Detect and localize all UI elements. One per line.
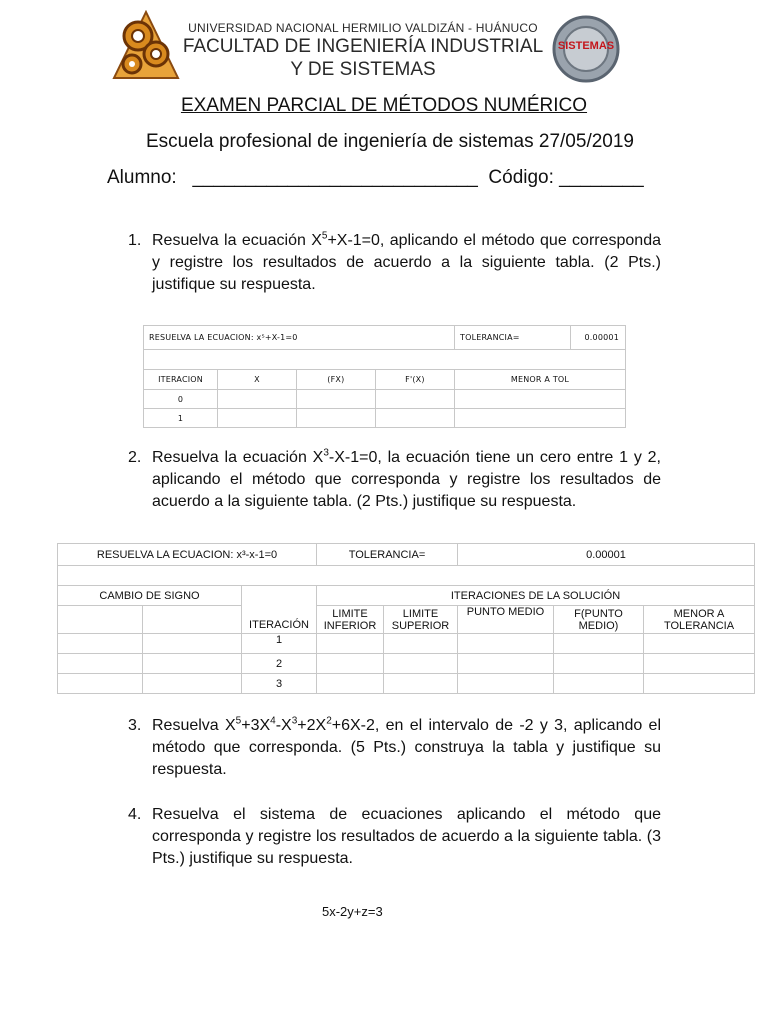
table2-row-iter: 2	[242, 654, 317, 674]
q2-exponent: 3	[323, 447, 329, 459]
table2-upper-limit: LIMITE SUPERIOR	[384, 606, 458, 634]
q3-text: Resuelva X	[152, 717, 236, 734]
table1-header-menor: MENOR A TOL	[454, 370, 625, 390]
table1-header-dfx: F'(X)	[375, 370, 454, 390]
table2-cell	[554, 654, 644, 674]
table2-cell	[384, 634, 458, 654]
question-number: 3.	[128, 717, 142, 734]
q1-text-post: +X-1=0, aplicando el método que corresponda y registre los resultados de acuerdo a la siguiente tabla. (2 Pts.) justifique su respuesta.	[152, 232, 661, 293]
sistemas-logo	[546, 14, 626, 84]
table2-cell	[644, 674, 755, 694]
table1-cell	[375, 390, 454, 409]
table2-cell	[554, 634, 644, 654]
question-number: 1.	[128, 232, 142, 249]
table1-tolerance-value: 0.00001	[571, 326, 626, 350]
table2-cell	[143, 634, 242, 654]
table2-blank-row	[58, 566, 755, 586]
table2-cell	[384, 674, 458, 694]
table2-sign-col-b	[143, 606, 242, 634]
university-name: UNIVERSIDAD NACIONAL HERMILIO VALDIZÁN - HUÁNUCO	[188, 21, 538, 35]
q3-exponent: 3	[291, 715, 298, 727]
table2-cell	[58, 634, 143, 654]
q2-text-post: -X-1=0, la ecuación tiene un cero entre 1 y 2, aplicando el método que corresponda y registre los resultados de acuerdo a la siguiente tabla. (2 Pts.) justifique su respuesta.	[152, 449, 661, 510]
table1-cell	[296, 390, 375, 409]
table1-cell	[454, 409, 625, 428]
table2-cell	[644, 654, 755, 674]
q3-text: -X	[275, 717, 292, 734]
q2-text-pre: Resuelva la ecuación X	[152, 449, 324, 466]
table2-less-tolerance: MENOR A TOLERANCIA	[644, 606, 755, 634]
q3-exponent: 5	[235, 715, 242, 727]
q3-text: +6X-2, en el intervalo de -2 y 3, aplicando el método que corresponda. (5 Pts.) construya la tabla y justifique su respuesta.	[152, 717, 661, 778]
table2-row-iter: 1	[242, 634, 317, 654]
table1-equation-label: RESUELVA LA ECUACION: x⁵+X-1=0	[144, 326, 455, 350]
question-number: 2.	[128, 449, 142, 466]
table1-cell	[454, 390, 625, 409]
q3-text: +3X	[241, 717, 271, 734]
faculty-name-line2: Y DE SISTEMAS	[290, 59, 436, 80]
table1-blank-row	[144, 350, 626, 370]
table1-row-iter: 1	[144, 409, 218, 428]
table2-tolerance-value: 0.00001	[458, 544, 755, 566]
table1-header-fx: (FX)	[296, 370, 375, 390]
table1-header-x: X	[218, 370, 297, 390]
faculty-name-line1: FACULTAD DE INGENIERÍA INDUSTRIAL	[182, 36, 544, 57]
table2-cell	[143, 674, 242, 694]
equation-line: 5x-2y+z=3	[322, 904, 383, 919]
table1-header-iteracion: ITERACION	[144, 370, 218, 390]
table1-cell	[296, 409, 375, 428]
table2-cell	[317, 674, 384, 694]
sistemas-logo-text: SISTEMAS	[557, 40, 615, 52]
table-1	[143, 325, 626, 428]
table-2	[57, 543, 755, 694]
table2-cell	[384, 654, 458, 674]
table2-midpoint: PUNTO MEDIO	[458, 606, 554, 634]
table2-cell	[317, 654, 384, 674]
table2-sign-col-a	[58, 606, 143, 634]
school-line: Escuela profesional de ingeniería de sistemas 27/05/2019	[146, 131, 634, 152]
table1-cell	[218, 390, 297, 409]
question-4	[128, 804, 661, 870]
q4-text: Resuelva el sistema de ecuaciones aplicando el método que corresponda y registre los resultados de acuerdo a la siguiente tabla. (3 Pts.) justifique su respuesta.	[152, 806, 661, 867]
table1-cell	[218, 409, 297, 428]
question-2	[128, 447, 661, 513]
q3-exponent: 2	[326, 715, 332, 727]
table2-cell	[458, 674, 554, 694]
table2-lower-limit: LIMITE INFERIOR	[317, 606, 384, 634]
table2-equation-label: RESUELVA LA ECUACION: x³-x-1=0	[58, 544, 317, 566]
table2-cell	[317, 634, 384, 654]
table1-tolerance-label: TOLERANCIA=	[454, 326, 570, 350]
table2-cell	[58, 654, 143, 674]
table2-iterations-solution: ITERACIONES DE LA SOLUCIÓN	[317, 586, 755, 606]
table1-cell	[375, 409, 454, 428]
question-number: 4.	[128, 806, 142, 823]
faculty-gear-logo	[112, 10, 180, 84]
q3-exponent: 4	[270, 715, 276, 727]
table1-row-iter: 0	[144, 390, 218, 409]
table2-row-iter: 3	[242, 674, 317, 694]
table2-cell	[554, 674, 644, 694]
question-3	[128, 715, 661, 781]
table2-cell	[458, 634, 554, 654]
table2-cell	[58, 674, 143, 694]
exam-title: EXAMEN PARCIAL DE MÉTODOS NUMÉRICO	[180, 95, 588, 116]
table2-iteration-header: ITERACIÓN	[242, 586, 317, 634]
table2-tolerance-label: TOLERANCIA=	[317, 544, 458, 566]
student-line: Alumno: ___________________________ Código: ________	[107, 167, 644, 188]
table2-cell	[458, 654, 554, 674]
q3-text: +2X	[297, 717, 327, 734]
q1-exponent: 5	[321, 230, 328, 242]
table2-sign-change: CAMBIO DE SIGNO	[58, 586, 242, 606]
table2-cell	[143, 654, 242, 674]
q1-text-pre: Resuelva la ecuación X	[152, 232, 322, 249]
question-1	[128, 230, 661, 296]
table2-f-midpoint: F(PUNTO MEDIO)	[554, 606, 644, 634]
table2-cell	[644, 634, 755, 654]
